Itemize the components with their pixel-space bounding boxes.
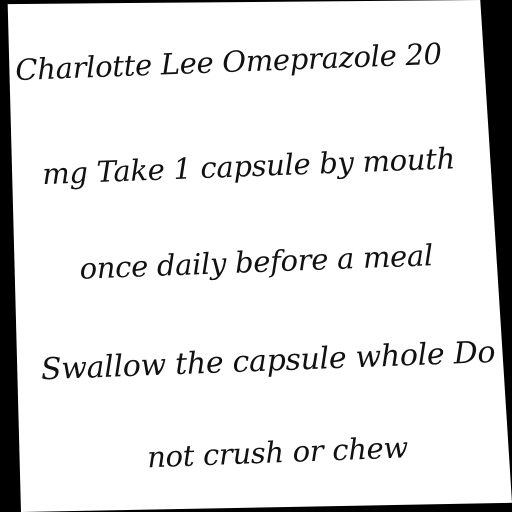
- note-line-3: once daily before a meal: [78, 238, 434, 286]
- note-line-5: not crush or chew: [146, 430, 409, 475]
- note-line-2: mg Take 1 capsule by mouth: [41, 141, 456, 192]
- note-line-1: Charlotte Lee Omeprazole 20: [14, 36, 443, 88]
- note-line-4: Swallow the capsule whole Do: [40, 334, 496, 388]
